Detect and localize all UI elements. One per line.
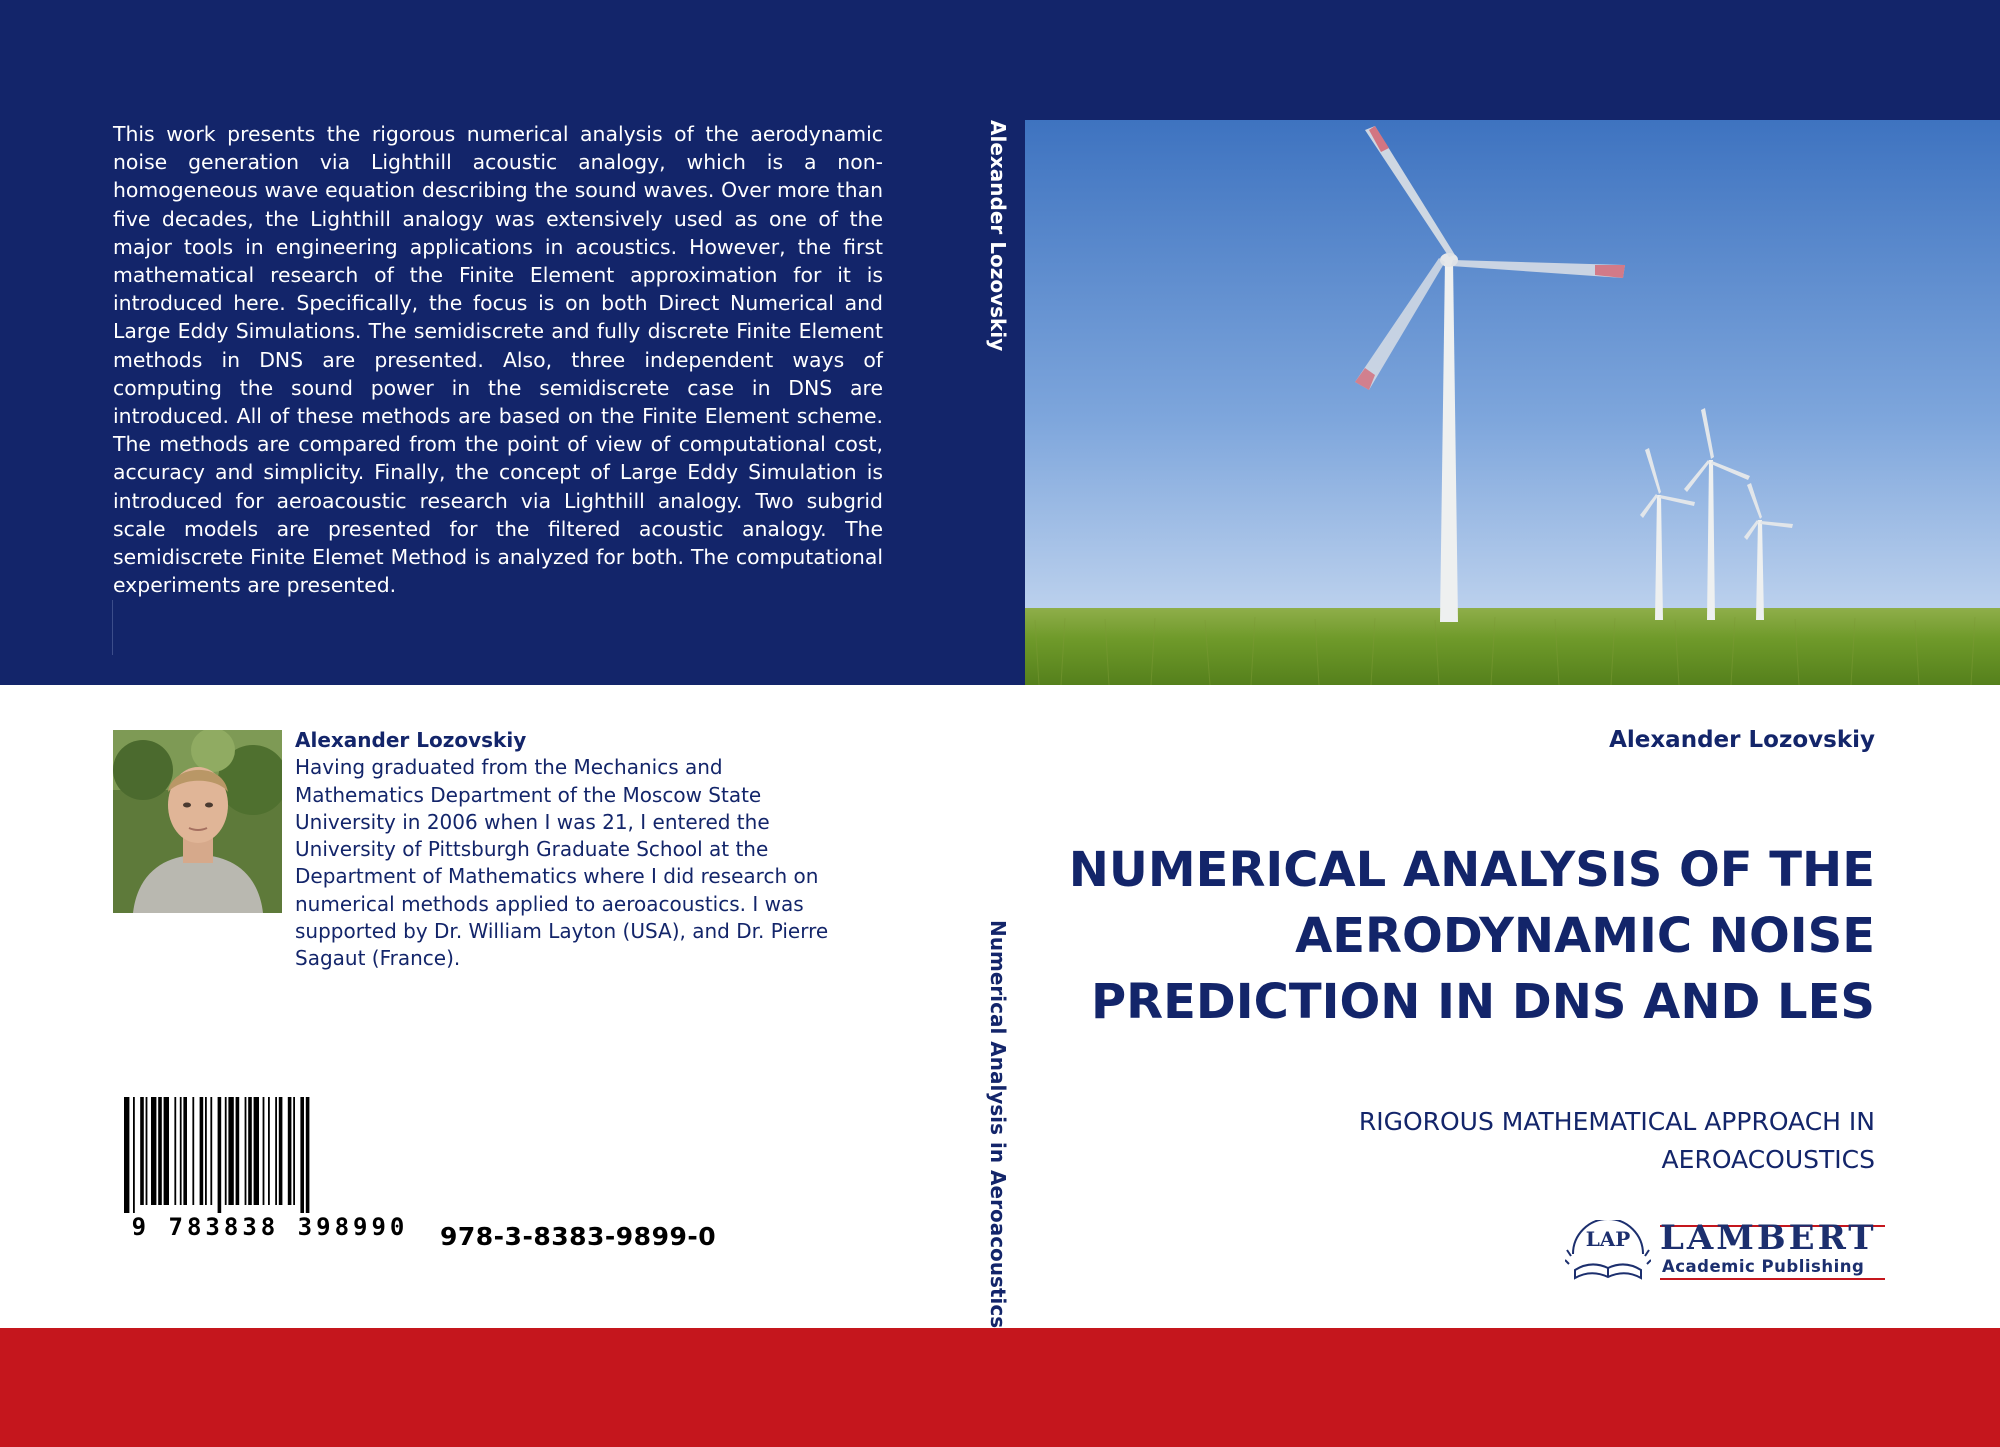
barcode-bar	[146, 1097, 148, 1205]
barcode-bar	[300, 1097, 304, 1213]
barcode-bar	[248, 1097, 252, 1205]
barcode-bar	[279, 1097, 283, 1205]
bio-text: Having graduated from the Mechanics and Mathematics Department of the Moscow State University in 2006 when I was 21, I entered the University of Pittsburgh Graduate School at the Department of Mathematics where I did research on numerical methods applied to aeroacoustics. I was supported by Dr. William Layton (USA), and Dr. Pierre Sagaut (France).	[295, 755, 829, 971]
barcode-bar	[192, 1097, 194, 1205]
open-book-seal-icon	[1565, 1220, 1651, 1290]
barcode-bar	[225, 1097, 227, 1205]
publisher-logo	[1565, 1220, 1885, 1290]
barcode-bar	[124, 1097, 129, 1213]
blurb-divider	[112, 600, 113, 655]
seal-text: LAP	[1585, 1227, 1631, 1251]
bio-author-name: Alexander Lozovskiy	[295, 728, 527, 752]
spine-author: Alexander Lozovskiy	[986, 120, 1010, 352]
publisher-tagline: Academic Publishing	[1662, 1257, 1865, 1276]
spine-title: Numerical Analysis in Aeroacoustics	[986, 920, 1010, 1329]
barcode-bar	[306, 1097, 310, 1213]
author-portrait-photo	[113, 730, 282, 913]
barcode-bar	[183, 1097, 187, 1205]
author-bio	[295, 727, 855, 973]
barcode-bar	[245, 1097, 247, 1205]
barcode-bar	[133, 1097, 135, 1213]
cover-bottom-red-band	[0, 1328, 2000, 1447]
logo-bottom-rule	[1660, 1278, 1885, 1280]
barcode-bar	[210, 1097, 212, 1205]
barcode-bar	[263, 1097, 265, 1205]
barcode-bar	[254, 1097, 259, 1205]
barcode-bar	[164, 1097, 169, 1205]
front-cover-author: Alexander Lozovskiy	[1609, 727, 1875, 753]
barcode-bar	[140, 1097, 144, 1205]
wind-turbine-photo	[1025, 120, 2000, 685]
barcode-bar	[275, 1097, 277, 1205]
barcode-bar	[236, 1097, 240, 1205]
barcode-bar	[218, 1097, 222, 1213]
barcode-bar	[205, 1097, 207, 1205]
publisher-name: LAMBERT	[1660, 1218, 1877, 1258]
barcode-bar	[180, 1097, 182, 1205]
isbn-number: 978-3-8383-9899-0	[440, 1222, 717, 1251]
publisher-name-block	[1660, 1220, 1885, 1290]
book-title: NUMERICAL ANALYSIS OF THE AERODYNAMIC NOISE PREDICTION IN DNS AND LES	[1068, 842, 1875, 1030]
barcode-bar	[293, 1097, 295, 1205]
barcode-bar	[174, 1097, 176, 1205]
barcode-bar	[228, 1097, 233, 1205]
barcode-bar	[151, 1097, 156, 1205]
barcode-digits: 9 783838 398990	[131, 1213, 409, 1239]
barcode-bar	[288, 1097, 292, 1205]
barcode-bar	[200, 1097, 204, 1205]
book-subtitle: RIGOROUS MATHEMATICAL APPROACH IN AEROACOUSTICS	[1358, 1107, 1875, 1174]
barcode-bar	[158, 1097, 162, 1205]
isbn-barcode	[120, 1097, 420, 1239]
barcode-bar	[268, 1097, 270, 1205]
back-cover-blurb: This work presents the rigorous numerical analysis of the aerodynamic noise generation via Lighthill acoustic analogy, which is a non-homogeneous wave equation describing the sound waves. Over more than five decades, the Lighthill analogy was extensively used as one of the major tools in engineering applications in acoustics. However, the first mathematical research of the Finite Element approximation for it is introduced here. Specifically, the focus is on both Direct Numerical and Large Eddy Simulations. The semidiscrete and fully discrete Finite Element methods in DNS are presented. Also, three independent ways of computing the sound power in the semidiscrete case in DNS are introduced. All of these methods are based on the Finite Element scheme. The methods are compared from the point of view of computational cost, accuracy and simplicity. Finally, the concept of Large Eddy Simulation is introduced for aeroacoustic research via Lighthill analogy. Two subgrid scale models are presented for the filtered acoustic analogy. The semidiscrete Finite Elemet Method is analyzed for both. The computational experiments are presented.	[113, 122, 883, 598]
